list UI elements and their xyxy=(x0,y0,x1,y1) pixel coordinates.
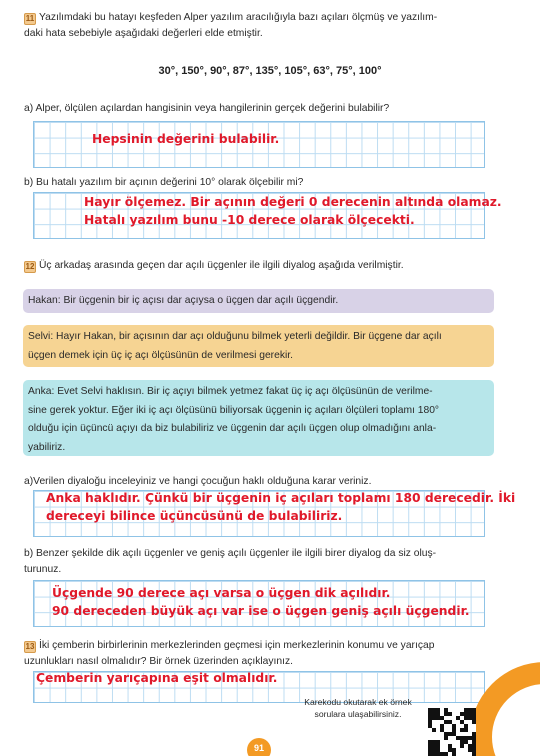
dialog-line: yabiliriz. xyxy=(28,441,66,453)
question-text-line: İki çemberin birbirlerinin merkezlerinden geçmesi için merkezlerinin konumu ve yarıçap xyxy=(39,640,435,651)
question-number-badge: 13 xyxy=(25,642,35,651)
dialog-line: olduğu için üçüncü açıyı da biz bulabiliriz ve üçgenin dar açılı üçgen olup olmadığını anla- xyxy=(28,423,437,434)
question-text-line: turunuz. xyxy=(24,563,62,575)
question-13-text xyxy=(24,638,504,669)
qr-module xyxy=(464,728,468,732)
question-text-line: Yazılımdaki bu hatayı keşfeden Alper yazılım aracılığıyla bazı açıları ölçmüş ve yazılım- xyxy=(39,12,438,23)
question-11-text xyxy=(24,10,504,41)
qr-module xyxy=(472,720,476,724)
handwritten-answer-12b-line1: Üçgende 90 derece açı varsa o üçgen dik açılıdır. xyxy=(52,586,391,600)
qr-module xyxy=(460,744,464,748)
question-text-line: uzunlukları nasıl olmalıdır? Bir örnek üzerinden açıklayınız. xyxy=(24,655,293,667)
qr-module xyxy=(444,752,448,756)
question-12-intro xyxy=(24,258,404,274)
qr-module xyxy=(472,752,476,756)
handwritten-answer-12a-line1: Anka haklıdır. Çünkü bir üçgenin iç açıları toplamı 180 derecedir. İki xyxy=(46,491,516,505)
qr-module xyxy=(448,712,452,716)
question-12a: a)Verilen diyaloğu inceleyiniz ve hangi çocuğun haklı olduğuna karar veriniz. xyxy=(24,476,372,487)
question-number-badge: 11 xyxy=(25,14,35,23)
dialog-anka xyxy=(23,380,494,456)
dialog-hakan: Hakan: Bir üçgenin bir iç açısı dar açıysa o üçgen dar açılı üçgendir. xyxy=(23,289,494,313)
question-11a: a) Alper, ölçülen açılardan hangisinin veya hangilerinin gerçek değerini bulabilir? xyxy=(24,103,390,114)
dialog-line: Anka: Evet Selvi haklısın. Bir iç açıyı bilmek yetmez fakat üç iç açı ölçüsünün de verilme- xyxy=(28,386,433,397)
dialog-line: Selvi: Hayır Hakan, bir açısının dar açı olduğunu bilmek yeterli değildir. Bir üçgene dar açılı xyxy=(28,331,442,342)
page-number: 91 xyxy=(247,738,271,756)
question-text-line: b) Benzer şekilde dik açılı üçgenler ve geniş açılı üçgenler ile ilgili birer diyalog da siz oluş- xyxy=(24,548,437,559)
qr-module xyxy=(432,728,436,732)
dialog-selvi xyxy=(23,325,494,367)
handwritten-answer-11a: Hepsinin değerini bulabilir. xyxy=(92,132,280,146)
qr-caption-line: sorulara ulaşabilirsiniz. xyxy=(314,709,402,719)
handwritten-answer-13: Çemberin yarıçapına eşit olmalıdır. xyxy=(36,671,278,685)
dialog-line: üçgen demek için üç iç açı ölçüsünün de verilmesi gerekir. xyxy=(28,349,293,361)
handwritten-answer-11b-line1: Hayır ölçemez. Bir açının değeri 0 derecenin altında olamaz. xyxy=(84,195,502,209)
qr-caption xyxy=(290,696,426,720)
handwritten-answer-12b-line2: 90 dereceden büyük açı var ise o üçgen geniş açılı üçgendir. xyxy=(52,604,470,618)
qr-caption-line: Karekodu okutarak ek örnek xyxy=(304,697,412,707)
dialog-line: sine gerek yoktur. Eğer iki iç açı ölçüsünü biliyorsak üçgenin iç açıları ölçüleri toplamı 180° xyxy=(28,404,440,416)
qr-module xyxy=(452,752,456,756)
question-text-line: Üç arkadaş arasında geçen dar açılı üçgenler ile ilgili diyalog aşağıda verilmiştir. xyxy=(39,260,404,271)
angle-values: 30°, 150°, 90°, 87°, 135°, 105°, 63°, 75°, 100° xyxy=(158,65,382,77)
qr-module xyxy=(444,736,448,740)
handwritten-answer-12a-line2: dereceyi bilince üçüncüsünü de bulabiliriz. xyxy=(46,509,343,523)
question-11b: b) Bu hatalı yazılım bir açının değerini 10° olarak ölçebilir mi? xyxy=(24,177,304,188)
question-number-badge: 12 xyxy=(25,262,35,271)
handwritten-answer-11b-line2: Hatalı yazılım bunu -10 derece olarak ölçecekti. xyxy=(84,213,415,227)
qr-code-icon[interactable] xyxy=(428,708,476,756)
question-text-line: daki hata sebebiyle aşağıdaki değerleri elde etmiştir. xyxy=(24,27,263,39)
question-12b xyxy=(24,546,504,577)
